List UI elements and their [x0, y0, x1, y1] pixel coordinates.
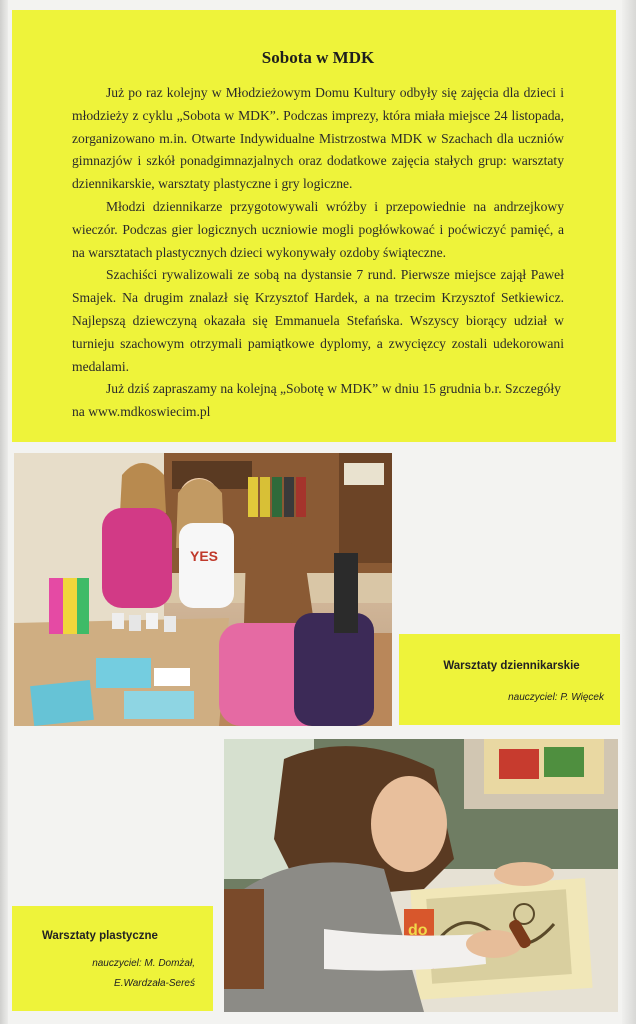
page-binding-edge — [0, 0, 8, 1024]
article-paragraph-4: Już dziś zapraszamy na kolejną „Sobotę w MDK” w dniu 15 grudnia b.r. Szczegóły na www.mdkoswiecim.pl — [72, 381, 561, 420]
art-workshop-photo — [224, 739, 618, 1012]
art-teacher — [42, 954, 213, 994]
article-box — [12, 10, 616, 442]
journalism-caption — [399, 634, 620, 725]
art-teacher-line-2: E.Wardzała-Sereś — [114, 978, 195, 989]
journalism-teacher: nauczyciel: P. Więcek — [508, 692, 604, 703]
journalism-caption-title: Warsztaty dziennikarskie — [443, 660, 580, 672]
art-teacher-line-1: nauczyciel: M. Domżał, — [92, 958, 195, 969]
page-right-edge — [622, 0, 636, 1024]
article-paragraph-1: Już po raz kolejny w Młodzieżowym Domu Kultury odbyły się zajęcia dla dzieci i młodzieży z cyklu „Sobota w MDK”. Podczas imprezy, która miała miejsce 24 listopada, zorganizowano m.in. Otwarte Indywidualne Mistrzostwa MDK w Szachach dla uczniów gimnazjów i szkół ponadgimnazjalnych oraz dodatkowe zajęcia stałych grup: warsztaty dziennikarskie, warsztaty plastyczne i gry logiczne. — [72, 85, 564, 192]
article-paragraph-2: Młodzi dziennikarze przygotowywali wróżby i przepowiednie na andrzejkowy wieczór. Podczas gier logicznych uczniowie mogli pogłówkować i poćwiczyć pamięć, a na warsztatach plastycznych dzieci wykonywały ozdoby świąteczne. — [72, 198, 564, 260]
art-caption — [12, 906, 213, 1011]
shirt-print-text: YES — [190, 548, 219, 564]
flyer-print-text: do — [408, 922, 428, 939]
article-title: Sobota w MDK — [261, 48, 375, 67]
article-paragraph-3: Szachiści rywalizowali ze sobą na dystansie 7 rund. Pierwsze miejsce zajął Paweł Smajek. Na drugim znalazł się Krzysztof Hardek, a na trzecim Krzysztof Setkiewicz. Najlepszą dziewczyną okazała się Emmanuela Stefańska. Wszyscy biorący udział w turnieju szachowym otrzymali pamiątkowe dyplomy, a zwycięzcy zostali udekorowani medalami. — [72, 267, 564, 374]
art-caption-title: Warsztaty plastyczne — [42, 930, 158, 942]
journalism-workshop-photo — [14, 453, 392, 726]
